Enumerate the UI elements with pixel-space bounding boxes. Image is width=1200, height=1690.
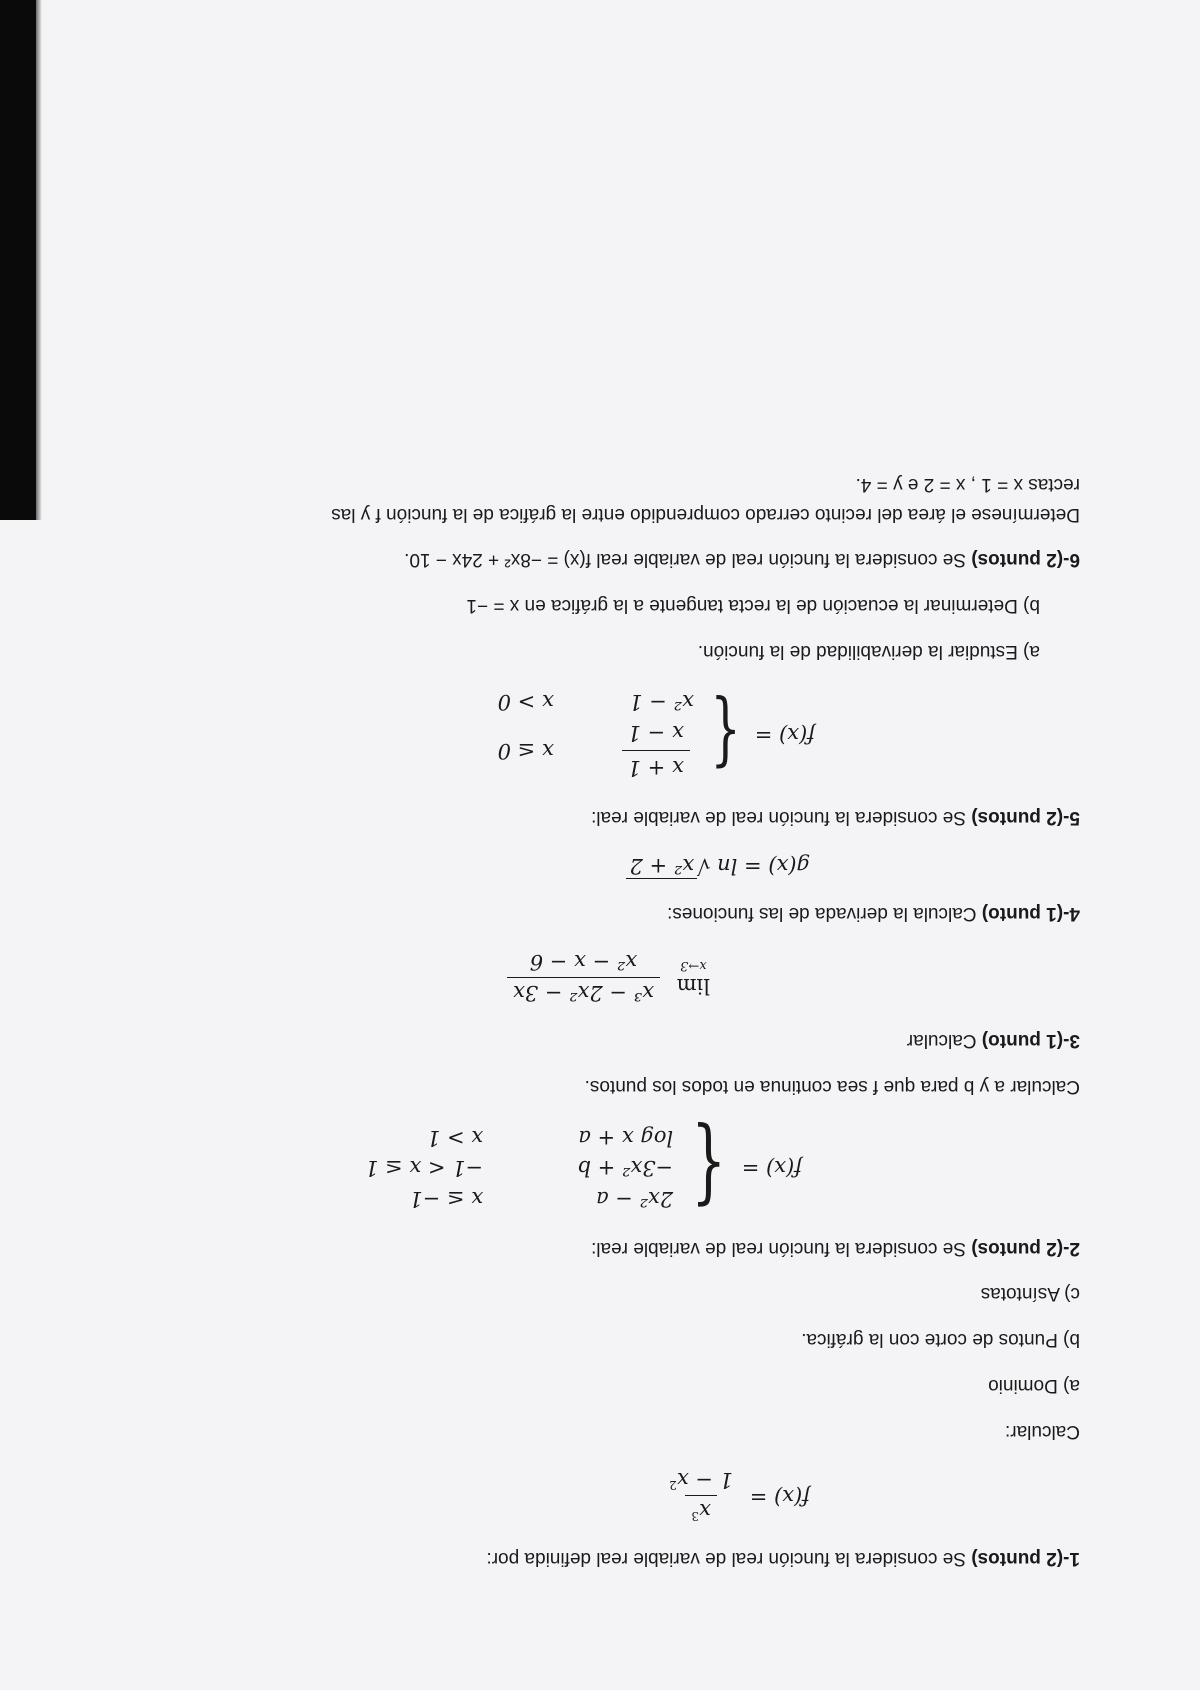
question-5-points: (2 puntos): [971, 807, 1064, 828]
sqrt-icon: √: [697, 854, 711, 879]
question-1-calcular: Calcular:: [1005, 1420, 1080, 1442]
question-3-points: (1 punto): [981, 1030, 1064, 1052]
piecewise-row: x + 1 x − 1 x ≤ 0: [498, 717, 694, 783]
question-2-points: (2 puntos): [971, 1237, 1064, 1259]
fraction: x + 1 x − 1: [622, 717, 690, 783]
fraction: [507, 949, 660, 1007]
question-5-text: Se considera la función real de variable real:: [591, 807, 966, 828]
question-6-line-2: Determínese el área del recinto cerrado comprendido entre la gráfica de la función f y las: [331, 503, 1080, 525]
question-5-number: 5-: [1063, 807, 1080, 828]
question-4-points: (1 punto): [981, 903, 1064, 924]
fraction: [663, 1467, 739, 1525]
question-3-limit: [100, 949, 710, 1007]
question-1-points: (2 puntos): [971, 1548, 1064, 1569]
question-5-piecewise: [100, 687, 815, 783]
piecewise-lhs: f(x) =: [741, 1156, 802, 1181]
sqrt-radicand: x² + 2: [626, 854, 697, 879]
question-6-number: 6-: [1063, 549, 1080, 571]
question-2-task: Calcular a y b para que f sea continua en todos los puntos.: [584, 1076, 1080, 1097]
question-1-item-a: a) Dominio: [988, 1375, 1080, 1396]
question-3-number: 3-: [1063, 1030, 1080, 1052]
question-6-points: (2 puntos): [971, 549, 1064, 571]
question-6-line-3: rectas x = 1 , x = 2 e y = 4.: [855, 473, 1080, 495]
question-6-heading: [100, 548, 1080, 572]
question-5-heading: [100, 805, 1080, 829]
question-6-text: Se considera la función real de variable real f(x) = −8x² + 24x − 10.: [404, 549, 966, 571]
fraction-denominator: x² − x − 6: [529, 950, 638, 975]
question-1-item-b: b) Puntos de corte con la gráfica.: [801, 1329, 1080, 1351]
question-3-text: Calcular: [906, 1030, 977, 1052]
fraction-denominator: $1 - x^2$: [669, 1468, 734, 1492]
question-4-formula: [100, 853, 810, 879]
limit-operator: lim x→3: [676, 957, 710, 998]
formula-lhs: f(x) =: [749, 1485, 810, 1509]
question-1-number: 1-: [1063, 1548, 1080, 1569]
piecewise-row: −3x² + b −1 < x ≤ 1: [365, 1156, 674, 1181]
question-4-number: 4-: [1063, 903, 1080, 924]
question-3-heading: [100, 1029, 1080, 1053]
piecewise-brace: {: [709, 689, 741, 783]
fraction-numerator: x³ − 2x² − 3x: [507, 977, 660, 1006]
question-2-text: Se considera la función real de variable real:: [591, 1237, 966, 1259]
piecewise-row: 2x² − a x ≤ −1: [409, 1186, 674, 1211]
question-4-text: Calcula la derivada de las funciones:: [667, 903, 977, 924]
question-4-heading: [100, 901, 1080, 925]
piecewise-row: log x + a x > 1: [427, 1125, 674, 1150]
piecewise-row: x² − 1 x > 0: [497, 690, 694, 715]
question-2-heading: [100, 1236, 1080, 1260]
question-1-formula: [100, 1467, 810, 1525]
exam-content: [100, 450, 1080, 1570]
piecewise-brace: {: [690, 1115, 727, 1222]
question-1-text: Se considera la función real de variable real definida por:: [486, 1548, 966, 1569]
piecewise-lhs: f(x) =: [754, 723, 815, 748]
piecewise-rows: [498, 687, 694, 783]
question-5-item-a: a) Estudiar la derivabilidad de la función.: [697, 640, 1040, 662]
question-1-heading: [100, 1546, 1080, 1570]
formula-lhs: g(x) = ln: [717, 854, 810, 879]
question-1-item-c: c) Asíntotas: [980, 1283, 1080, 1305]
fraction-numerator: $x^3$: [685, 1495, 716, 1524]
question-2-number: 2-: [1063, 1237, 1080, 1259]
question-5-item-b: b) Determinar la ecuación de la recta tangente a la gráfica en x = −1: [466, 595, 1040, 617]
question-2-piecewise: [100, 1115, 802, 1222]
piecewise-rows: [365, 1122, 673, 1213]
